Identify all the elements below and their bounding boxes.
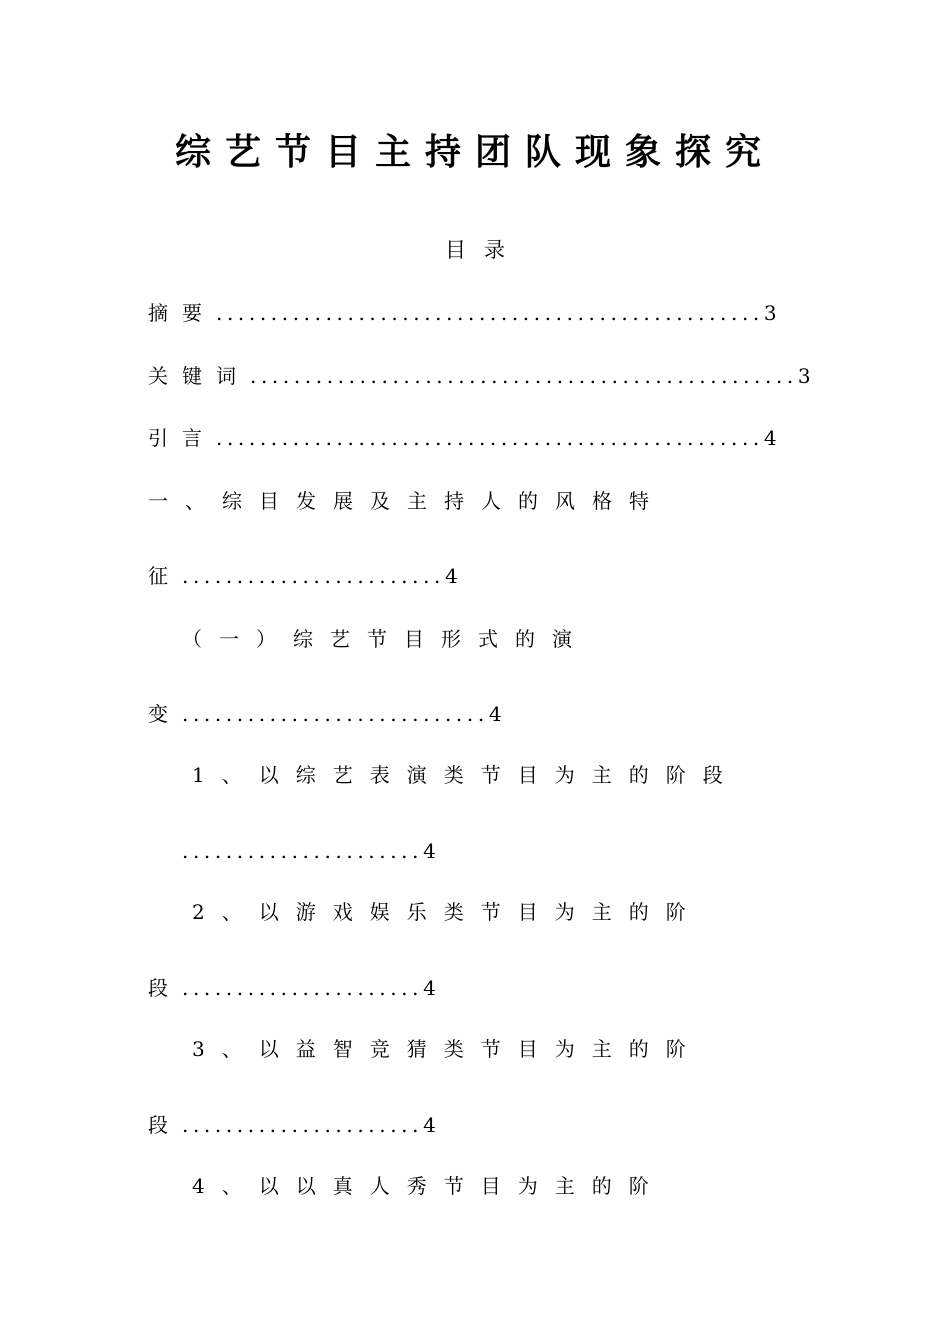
toc-page-number: 4 (423, 839, 442, 863)
toc-entry-item-1[interactable] (192, 760, 740, 790)
toc-entry-text: 4、以以真人秀节目为主的阶 (192, 1174, 666, 1198)
toc-page-number: 3 (797, 364, 817, 388)
toc-entry-abstract[interactable] (148, 298, 783, 328)
toc-entry-keywords[interactable] (148, 361, 817, 391)
toc-leader-dots: ...................... (182, 976, 424, 1000)
toc-page-number: 4 (423, 1113, 442, 1137)
toc-leader-dots: ...................... (182, 1113, 424, 1137)
toc-heading: 目录 (445, 238, 523, 262)
toc-entry-section-1-cont[interactable] (148, 561, 464, 591)
toc-leader-dots: .................................................. (216, 426, 764, 450)
toc-page-number: 4 (444, 564, 464, 588)
toc-entry-item-3-cont[interactable] (148, 1110, 442, 1140)
toc-entry-item-4[interactable] (192, 1171, 666, 1201)
toc-leader-dots: ...................... (182, 839, 424, 863)
toc-entry-subsection-1-cont[interactable] (148, 699, 508, 729)
toc-entry-text: （一）综艺节目形式的演 (182, 627, 589, 651)
toc-entry-item-2-cont[interactable] (148, 973, 442, 1003)
toc-entry-text: 一、综目发展及主持人的风格特 (148, 489, 666, 513)
toc-entry-text: 引言 (148, 426, 216, 450)
document-title: 综艺节目主持团队现象探究 (174, 132, 775, 173)
toc-entry-text: 2、以游戏娱乐类节目为主的阶 (192, 900, 703, 924)
toc-entry-text: 摘要 (148, 301, 216, 325)
toc-entry-subsection-1[interactable] (182, 624, 589, 654)
toc-page-number: 4 (763, 426, 783, 450)
toc-entry-text: 征 (148, 564, 182, 588)
toc-entry-text: 段 (148, 976, 182, 1000)
toc-entry-text: 变 (148, 702, 182, 726)
toc-entry-item-1-cont[interactable] (182, 836, 442, 866)
toc-entry-item-3[interactable] (192, 1034, 703, 1064)
toc-leader-dots: ........................ (182, 564, 445, 588)
toc-entry-item-2[interactable] (192, 897, 703, 927)
toc-page-number: 3 (763, 301, 783, 325)
toc-entry-text: 段 (148, 1113, 182, 1137)
toc-entry-text: 1、以综艺表演类节目为主的阶段 (192, 763, 740, 787)
toc-leader-dots: .................................................. (250, 364, 798, 388)
toc-page-number: 4 (423, 976, 442, 1000)
toc-entry-introduction[interactable] (148, 423, 783, 453)
toc-leader-dots: ............................ (182, 702, 489, 726)
toc-entry-section-1[interactable] (148, 486, 666, 516)
toc-leader-dots: .................................................. (216, 301, 764, 325)
toc-entry-text: 3、以益智竞猜类节目为主的阶 (192, 1037, 703, 1061)
toc-page-number: 4 (488, 702, 508, 726)
toc-entry-text: 关键词 (148, 364, 250, 388)
